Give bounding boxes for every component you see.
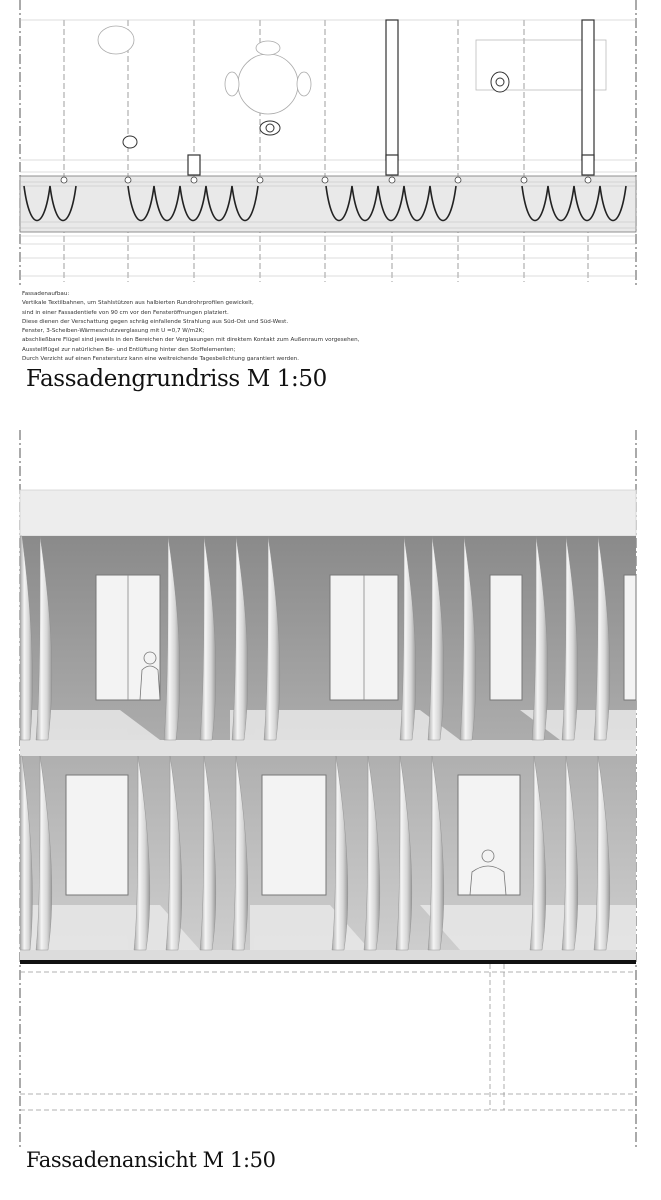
facade-floor-plan-drawing: [0, 0, 661, 290]
plan-title: Fassadengrundriss M 1:50: [26, 366, 327, 392]
description-line: sind in einer Fassadentiefe von 90 cm vor den Fensteröffnungen platziert.: [22, 309, 229, 316]
plan-axis-lines: [64, 20, 588, 282]
description-line: Diese dienen der Verschattung gegen schräg einfallende Strahlung aus Süd-Ost und Süd-West.: [22, 318, 289, 325]
person-icon: [123, 72, 509, 148]
elevation-title: Fassadenansicht M 1:50: [26, 1148, 276, 1172]
facade-elevation-drawing: [0, 430, 661, 1150]
description-line: abschließbare Flügel sind jeweils in den Bereichen der Verglasungen mit direktem Kontakt zum Außenraum vorgesehen,: [22, 337, 360, 344]
ground-line: [20, 960, 636, 964]
slab-lower: [20, 950, 636, 960]
description-line: Ausstellflügel zur natürlichen Be- und Entlüftung hinter den Stoffelementen;: [22, 346, 236, 353]
foundation-lines: [20, 964, 636, 1110]
parapet: [20, 490, 636, 536]
slab-upper: [20, 740, 636, 756]
facade-description: [22, 290, 622, 364]
facade-band: [20, 176, 636, 232]
plan-guide-lines: [20, 20, 636, 276]
description-line: Durch Verzicht auf einen Fenstersturz kann eine weitreichende Tagesbelichtung garantiert werden.: [22, 356, 299, 363]
furniture-table: [98, 26, 311, 114]
description-line: Vertikale Textilbahnen, um Stahlstützen aus halbierten Rundrohrprofilen gewickelt,: [22, 300, 254, 307]
description-line: Fenster, 3-Scheiben-Wärmeschutzverglasung mit U =0,7 W/m2K;: [22, 328, 205, 335]
description-line: Fassadenaufbau:: [22, 291, 70, 297]
